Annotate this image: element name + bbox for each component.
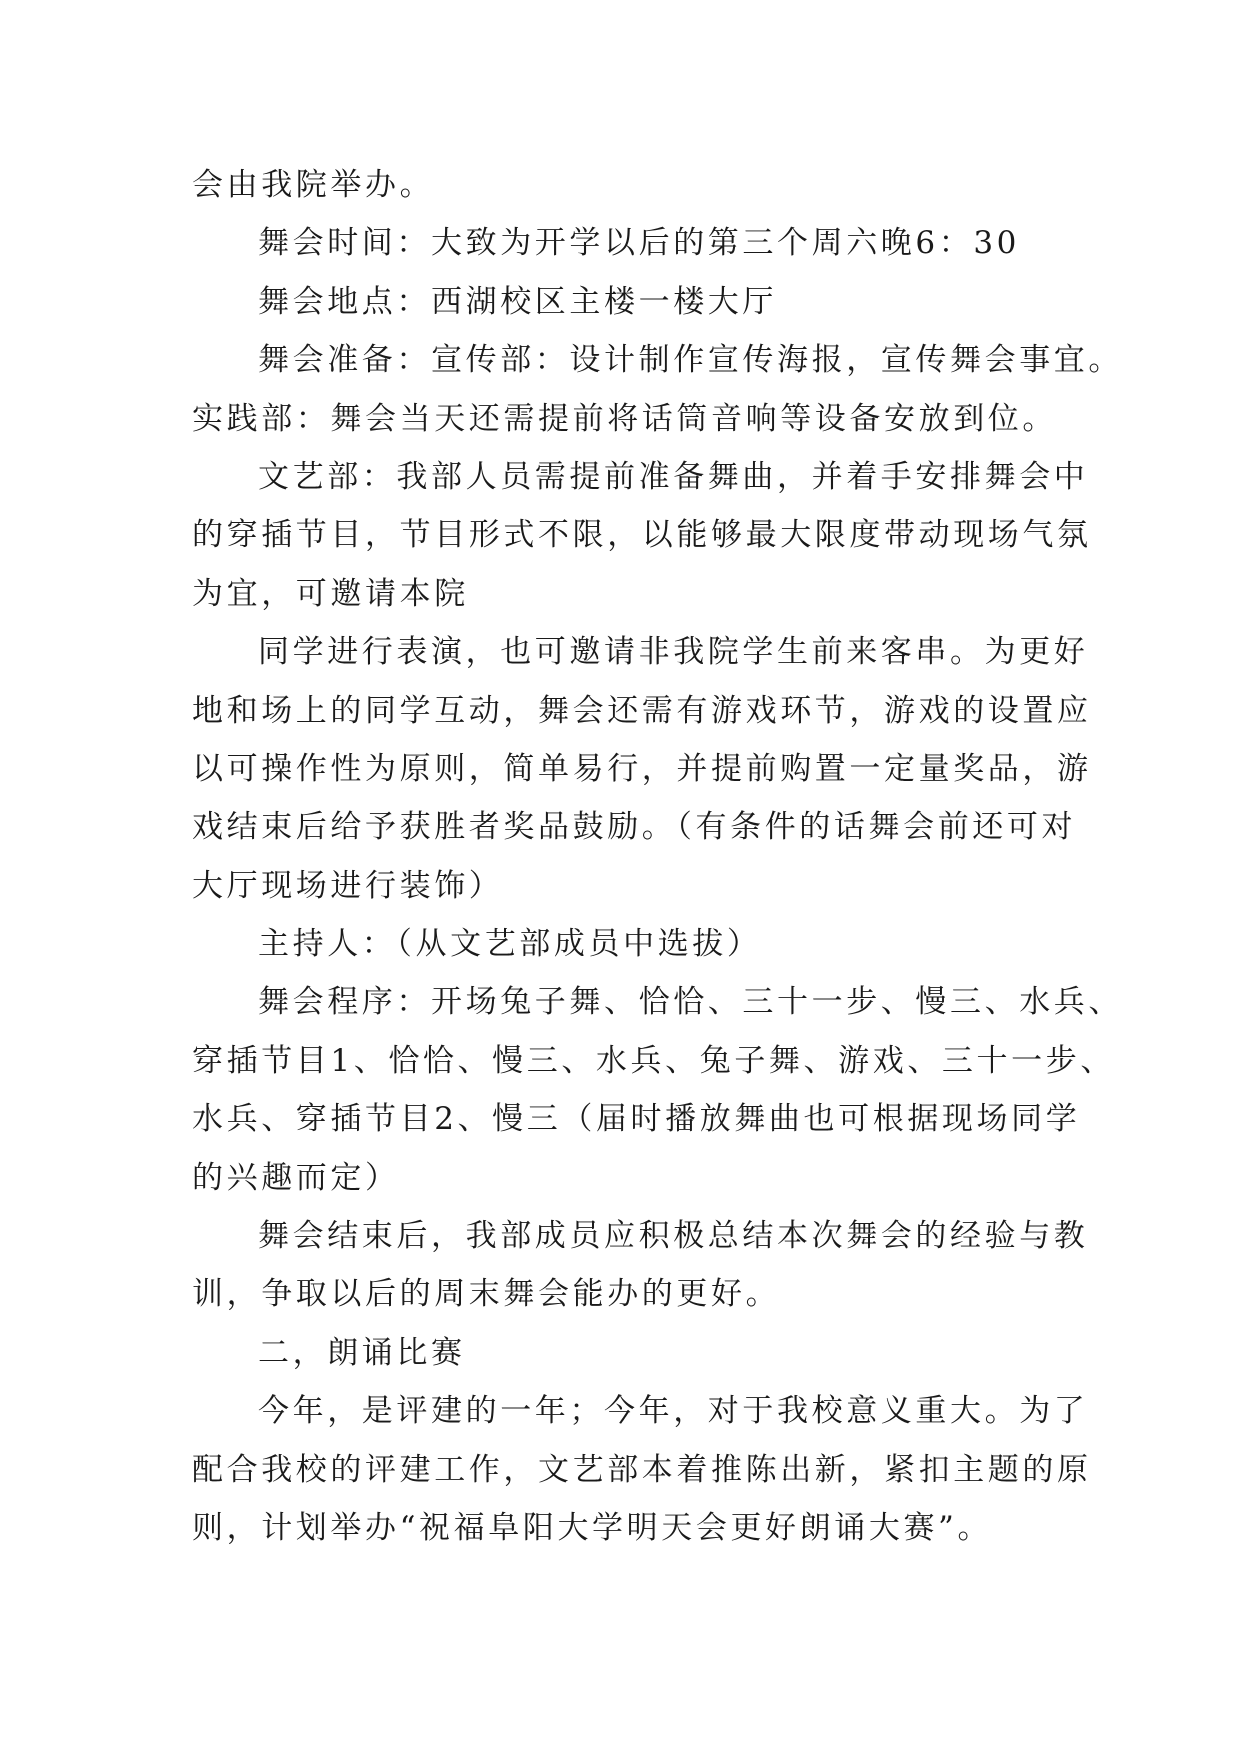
text-line: 则，计划举办“祝福阜阳大学明天会更好朗诵大赛”。 — [192, 1509, 993, 1546]
text-line: 今年，是评建的一年；今年，对于我校意义重大。为了 — [258, 1393, 1089, 1430]
text-line: 水兵、穿插节目2、慢三（届时播放舞曲也可根据现场同学 — [192, 1101, 1081, 1138]
text-line: 文艺部：我部人员需提前准备舞曲，并着手安排舞会中 — [258, 458, 1089, 495]
text-line: 舞会结束后，我部成员应积极总结本次舞会的经验与教 — [258, 1218, 1089, 1255]
text-line: 舞会程序：开场兔子舞、恰恰、三十一步、慢三、水兵、 — [258, 984, 1123, 1021]
text-line: 会由我院举办。 — [192, 167, 435, 203]
text-line: 舞会时间：大致为开学以后的第三个周六晚6：30 — [258, 225, 1020, 262]
text-line: 以可操作性为原则，简单易行，并提前购置一定量奖品，游 — [192, 750, 1092, 787]
text-line: 大厅现场进行装饰） — [192, 867, 504, 904]
text-line: 配合我校的评建工作，文艺部本着推陈出新，紧扣主题的原 — [192, 1451, 1092, 1488]
text-line: 地和场上的同学互动，舞会还需有游戏环节，游戏的设置应 — [192, 692, 1092, 729]
text-line: 为宜，可邀请本院 — [192, 575, 469, 612]
text-line: 训，争取以后的周末舞会能办的更好。 — [192, 1276, 781, 1313]
text-line: 的兴趣而定） — [192, 1159, 400, 1196]
text-line: 的穿插节目，节目形式不限，以能够最大限度带动现场气氛 — [192, 517, 1092, 554]
section-heading: 二，朗诵比赛 — [258, 1334, 466, 1371]
text-line: 同学进行表演，也可邀请非我院学生前来客串。为更好 — [258, 634, 1089, 671]
text-line: 舞会准备：宣传部：设计制作宣传海报，宣传舞会事宜。 — [258, 342, 1123, 379]
text-line: 主持人：（从文艺部成员中选拔） — [258, 926, 762, 963]
text-line: 实践部：舞会当天还需提前将话筒音响等设备安放到位。 — [192, 400, 1057, 437]
text-line: 舞会地点：西湖校区主楼一楼大厅 — [258, 283, 777, 320]
text-line: 穿插节目1、恰恰、慢三、水兵、兔子舞、游戏、三十一步、 — [192, 1042, 1115, 1079]
text-line: 戏结束后给予获胜者奖品鼓励。（有条件的话舞会前还可对 — [192, 809, 1077, 846]
document-body — [192, 156, 1123, 1557]
